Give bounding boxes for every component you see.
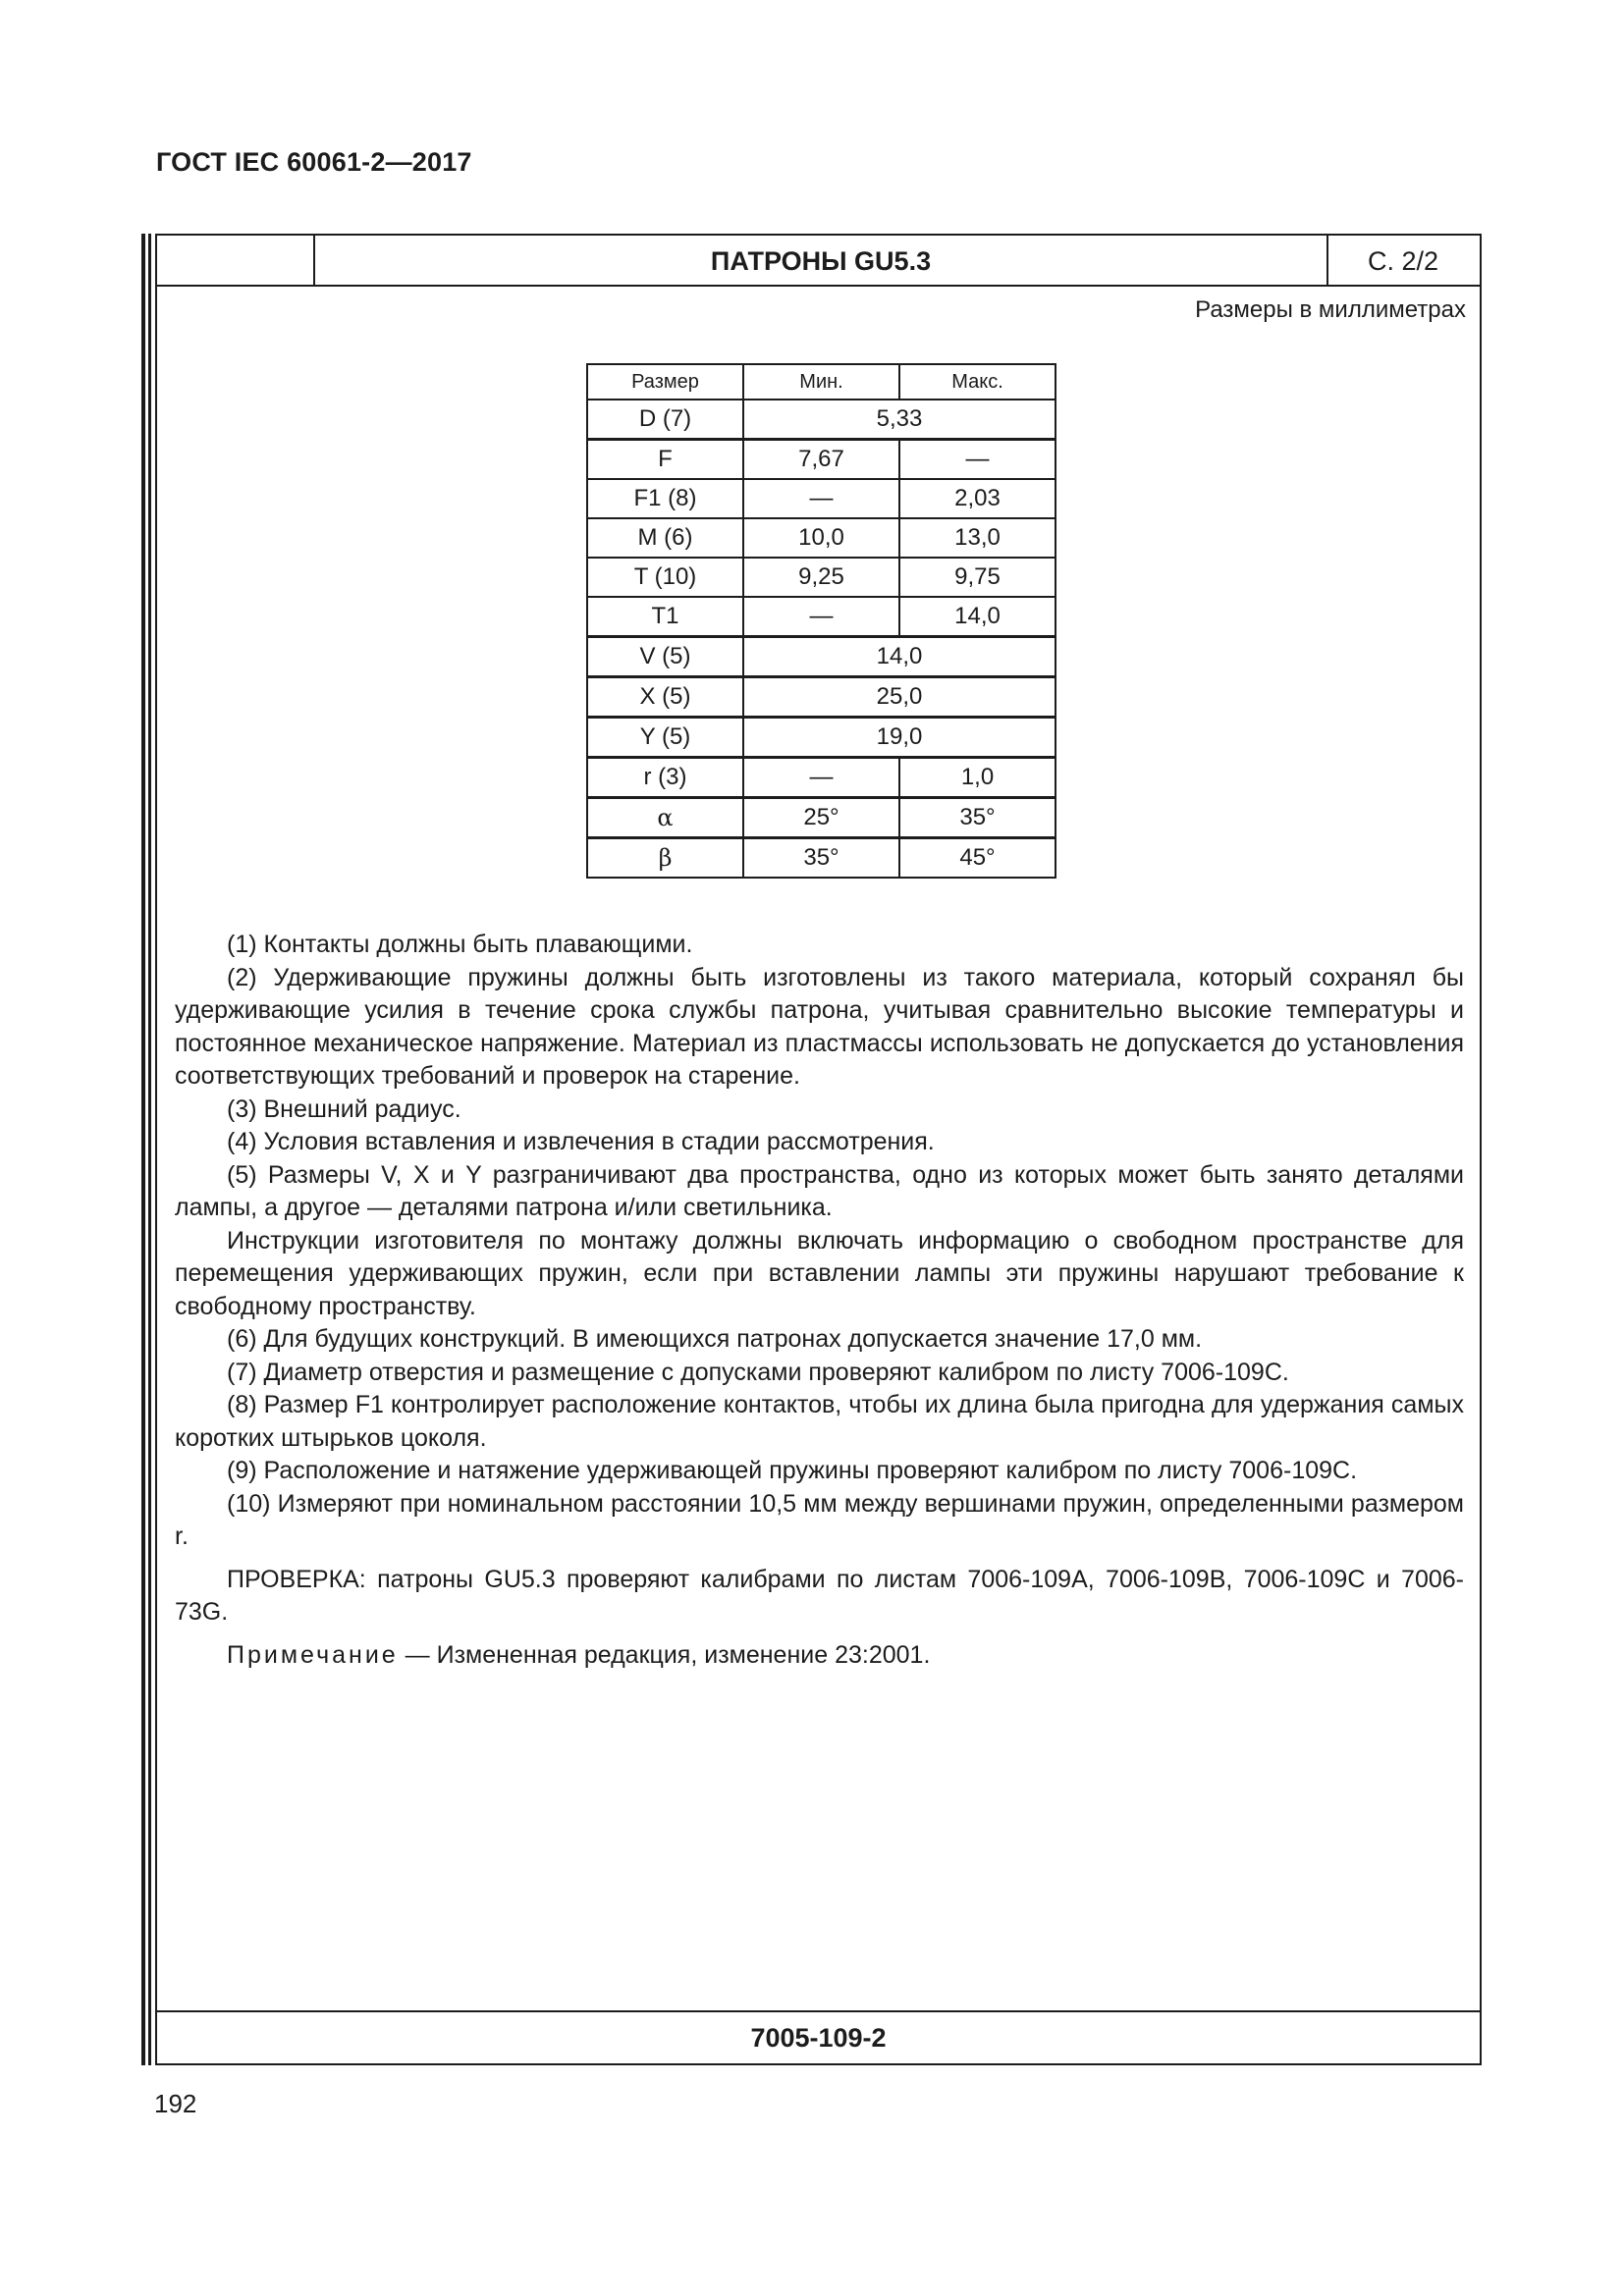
table-row (587, 718, 1056, 758)
table-row (587, 440, 1056, 480)
row-name: T1 (587, 597, 743, 637)
document-code: ГОСТ IEC 60061-2—2017 (156, 147, 472, 177)
row-name: X (5) (587, 677, 743, 718)
table-row (587, 518, 1056, 558)
row-name: F (587, 440, 743, 480)
row-name: α (587, 798, 743, 838)
row-max: 9,75 (899, 558, 1056, 597)
table-row (587, 479, 1056, 518)
sheet-page: С. 2/2 (1367, 245, 1439, 276)
row-name: β (587, 838, 743, 879)
header-max: Макс. (899, 364, 1056, 400)
note-5-instructions: Инструкции изготовителя по монтажу должны включать информацию о свободном пространстве для перемещения удерживающих пружин, если при вставлении лампы эти пружины нарушают требование к свободному пространству. (175, 1226, 1464, 1320)
row-name: r (3) (587, 758, 743, 798)
note-7: (7) Диаметр отверстия и размещение с допусками проверяют калибром по листу 7006-109С. (227, 1358, 1289, 1386)
note-9: (9) Расположение и натяжение удерживающей пружины проверяют калибром по листу 7006-109С. (227, 1457, 1358, 1484)
remark-text: — Измененная редакция, изменение 23:2001. (398, 1640, 931, 1669)
note-8: (8) Размер F1 контролирует расположение контактов, чтобы их длина была пригодна для удержания самых коротких штырьков цоколя. (175, 1391, 1464, 1452)
row-name: D (7) (587, 400, 743, 440)
row-name: F1 (8) (587, 479, 743, 518)
row-max: 14,0 (899, 597, 1056, 637)
row-min: 7,67 (743, 440, 899, 480)
row-max: 35° (899, 798, 1056, 838)
row-min: — (743, 479, 899, 518)
row-max: — (899, 440, 1056, 480)
row-min: — (743, 758, 899, 798)
row-name: T (10) (587, 558, 743, 597)
note-5: (5) Размеры V, X и Y разграничивают два пространства, одно из которых может быть занято деталями лампы, а другое — деталями патрона и/или светильника. (175, 1160, 1464, 1221)
header-min: Мин. (743, 364, 899, 400)
table-row (587, 758, 1056, 798)
table-row (587, 597, 1056, 637)
row-max: 13,0 (899, 518, 1056, 558)
header-size: Размер (587, 364, 743, 400)
note-10: (10) Измеряют при номинальном расстоянии 10,5 мм между вершинами пружин, определенными размером r. (175, 1489, 1464, 1550)
row-name: Y (5) (587, 718, 743, 758)
note-6: (6) Для будущих конструкций. В имеющихся патронах допускается значение 17,0 мм. (227, 1325, 1203, 1353)
row-max: 2,03 (899, 479, 1056, 518)
row-value: 19,0 (743, 718, 1056, 758)
note-1: (1) Контакты должны быть плавающими. (227, 931, 693, 958)
check-paragraph: ПРОВЕРКА: патроны GU5.3 проверяют калибрами по листам 7006-109А, 7006-109В, 7006-109С и 7006-73G. (175, 1565, 1464, 1626)
table-row (587, 637, 1056, 677)
row-min: 9,25 (743, 558, 899, 597)
notes-block (175, 929, 1464, 1672)
row-name: V (5) (587, 637, 743, 677)
table-header-row (587, 364, 1056, 400)
row-max: 1,0 (899, 758, 1056, 798)
remark-label: Примечание (227, 1640, 399, 1669)
note-4: (4) Условия вставления и извлечения в стадии рассмотрения. (227, 1128, 935, 1155)
row-max: 45° (899, 838, 1056, 879)
row-min: — (743, 597, 899, 637)
remark-paragraph (175, 1639, 1464, 1673)
page-number: 192 (154, 2089, 197, 2118)
table-row (587, 838, 1056, 879)
note-2: (2) Удерживающие пружины должны быть изготовлены из такого материала, который сохранял бы удерживающие усилия в течение срока службы патрона, учитывая сравнительно высокие температуры и постоянное механическое напряжение. Материал из пластмассы использовать не допускается до установления соответствующих требований и проверок на старение. (175, 963, 1464, 1090)
row-value: 5,33 (743, 400, 1056, 440)
binding-bar-inner (148, 234, 151, 2065)
table-row (587, 558, 1056, 597)
sheet-title: ПАТРОНЫ GU5.3 (710, 245, 932, 276)
row-value: 14,0 (743, 637, 1056, 677)
units-note: Размеры в миллиметрах (1195, 296, 1466, 323)
dimensions-table (586, 363, 1056, 879)
sheet-number: 7005-109-2 (750, 2022, 887, 2053)
row-min: 25° (743, 798, 899, 838)
row-value: 25,0 (743, 677, 1056, 718)
table-row (587, 798, 1056, 838)
table-row (587, 677, 1056, 718)
row-min: 35° (743, 838, 899, 879)
table-row (587, 400, 1056, 440)
binding-bar-outer (141, 234, 145, 2065)
sheet-frame (155, 234, 1482, 2065)
row-name: M (6) (587, 518, 743, 558)
note-3: (3) Внешний радиус. (227, 1095, 461, 1123)
row-min: 10,0 (743, 518, 899, 558)
header-bottom-line (157, 285, 1480, 287)
